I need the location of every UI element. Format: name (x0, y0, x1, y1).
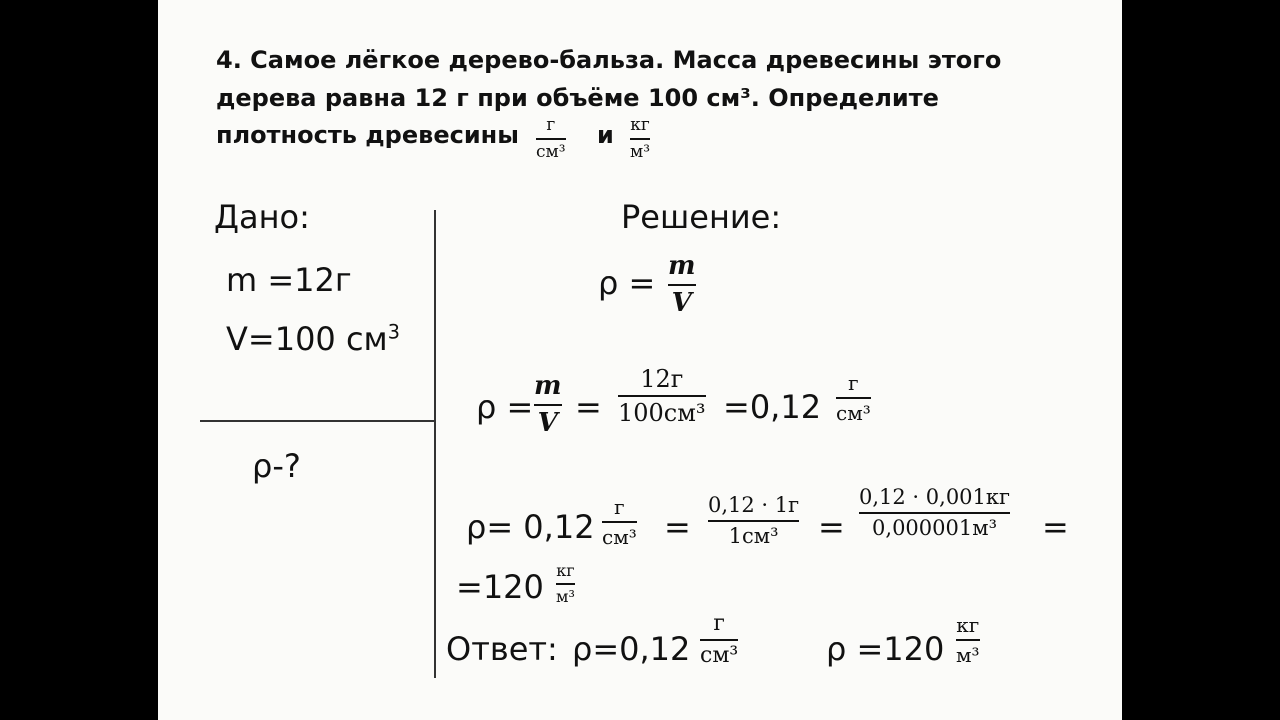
unit-denominator: см³ (536, 141, 566, 162)
given-volume (226, 320, 400, 358)
unit-denominator: м³ (956, 643, 980, 667)
formula-3-equals-3: = (1042, 508, 1069, 546)
unit-denominator: м³ (630, 141, 651, 162)
unit-denominator: см³ (602, 525, 637, 549)
unit-numerator: г (848, 371, 859, 395)
unit-denominator: м³ (556, 586, 575, 606)
given-mass: m =12г (226, 261, 352, 299)
fraction-bar (708, 520, 799, 522)
given-find: ρ-? (252, 447, 301, 485)
fraction-bar (956, 639, 980, 641)
denominator: 0,000001м³ (872, 516, 997, 541)
unit-numerator: кг (630, 115, 650, 135)
fraction-bar (556, 583, 575, 585)
denominator: 100см³ (618, 399, 706, 428)
denominator: 1см³ (728, 524, 779, 549)
fraction-bar (700, 639, 738, 641)
vertical-divider (434, 210, 436, 678)
formula-2-result: =0,12 (723, 388, 822, 426)
problem-line-1: 4. Самое лёгкое дерево-бальза. Масса древесины этого (216, 46, 1002, 74)
given-title: Дано: (214, 198, 310, 236)
denominator-v: V (537, 407, 558, 438)
unit-denominator: см³ (836, 401, 871, 425)
numerator-m: m (668, 251, 696, 281)
fraction-bar (859, 512, 1010, 514)
formula-1-lhs: ρ = (598, 264, 656, 302)
unit-numerator: г (614, 495, 625, 519)
numerator: 0,12 · 0,001кг (859, 485, 1011, 509)
fraction-bar (536, 138, 566, 140)
formula-1-fraction (668, 252, 696, 317)
unit-numerator: г (713, 611, 725, 636)
fraction-bar (668, 284, 696, 286)
answer-1: ρ=0,12 (572, 630, 691, 668)
formula-3-equals-2: = (818, 508, 845, 546)
numerator: 12г (640, 365, 684, 393)
formula-3-equals-1: = (664, 508, 691, 546)
unit-numerator: г (546, 115, 556, 135)
answer-1-unit (700, 612, 738, 668)
unit-denominator: см³ (700, 643, 739, 669)
fraction-bar (602, 521, 637, 523)
given-volume-text: V=100 см (226, 320, 388, 358)
given-volume-exponent: 3 (387, 320, 400, 344)
formula-4-result: =120 (456, 568, 544, 606)
problem-line-2: дерева равна 12 г при объёме 100 см³. Определите (216, 84, 939, 112)
formula-2-unit (836, 372, 871, 424)
formula-4-unit (556, 562, 575, 605)
answer-label: Ответ: (446, 630, 558, 668)
formula-3-fraction-1 (708, 494, 799, 548)
problem-and: и (597, 121, 614, 149)
formula-2-fraction-values (618, 366, 706, 427)
fraction-bar (630, 138, 650, 140)
formula-2-fraction-mv (534, 372, 562, 437)
unit-numerator: кг (556, 561, 575, 580)
formula-3-fraction-2 (859, 486, 1010, 540)
fraction-bar (836, 397, 871, 399)
unit-g-per-cm3 (536, 116, 566, 161)
fraction-bar (534, 404, 562, 406)
numerator: 0,12 · 1г (708, 493, 800, 517)
formula-3-lhs: ρ= 0,12 (466, 508, 595, 546)
formula-2-equals: = (575, 388, 602, 426)
fraction-bar (618, 395, 706, 397)
formula-2-lhs: ρ = (476, 388, 534, 426)
answer-2: ρ =120 (826, 630, 945, 668)
denominator-v: V (671, 287, 692, 318)
horizontal-divider (200, 420, 436, 422)
unit-kg-per-m3 (630, 116, 650, 161)
solution-title: Решение: (621, 198, 782, 236)
unit-numerator: кг (956, 613, 980, 637)
numerator-m: m (534, 371, 562, 401)
problem-line-3: плотность древесины (216, 121, 519, 149)
formula-3-unit (602, 496, 637, 548)
answer-2-unit (956, 614, 980, 666)
